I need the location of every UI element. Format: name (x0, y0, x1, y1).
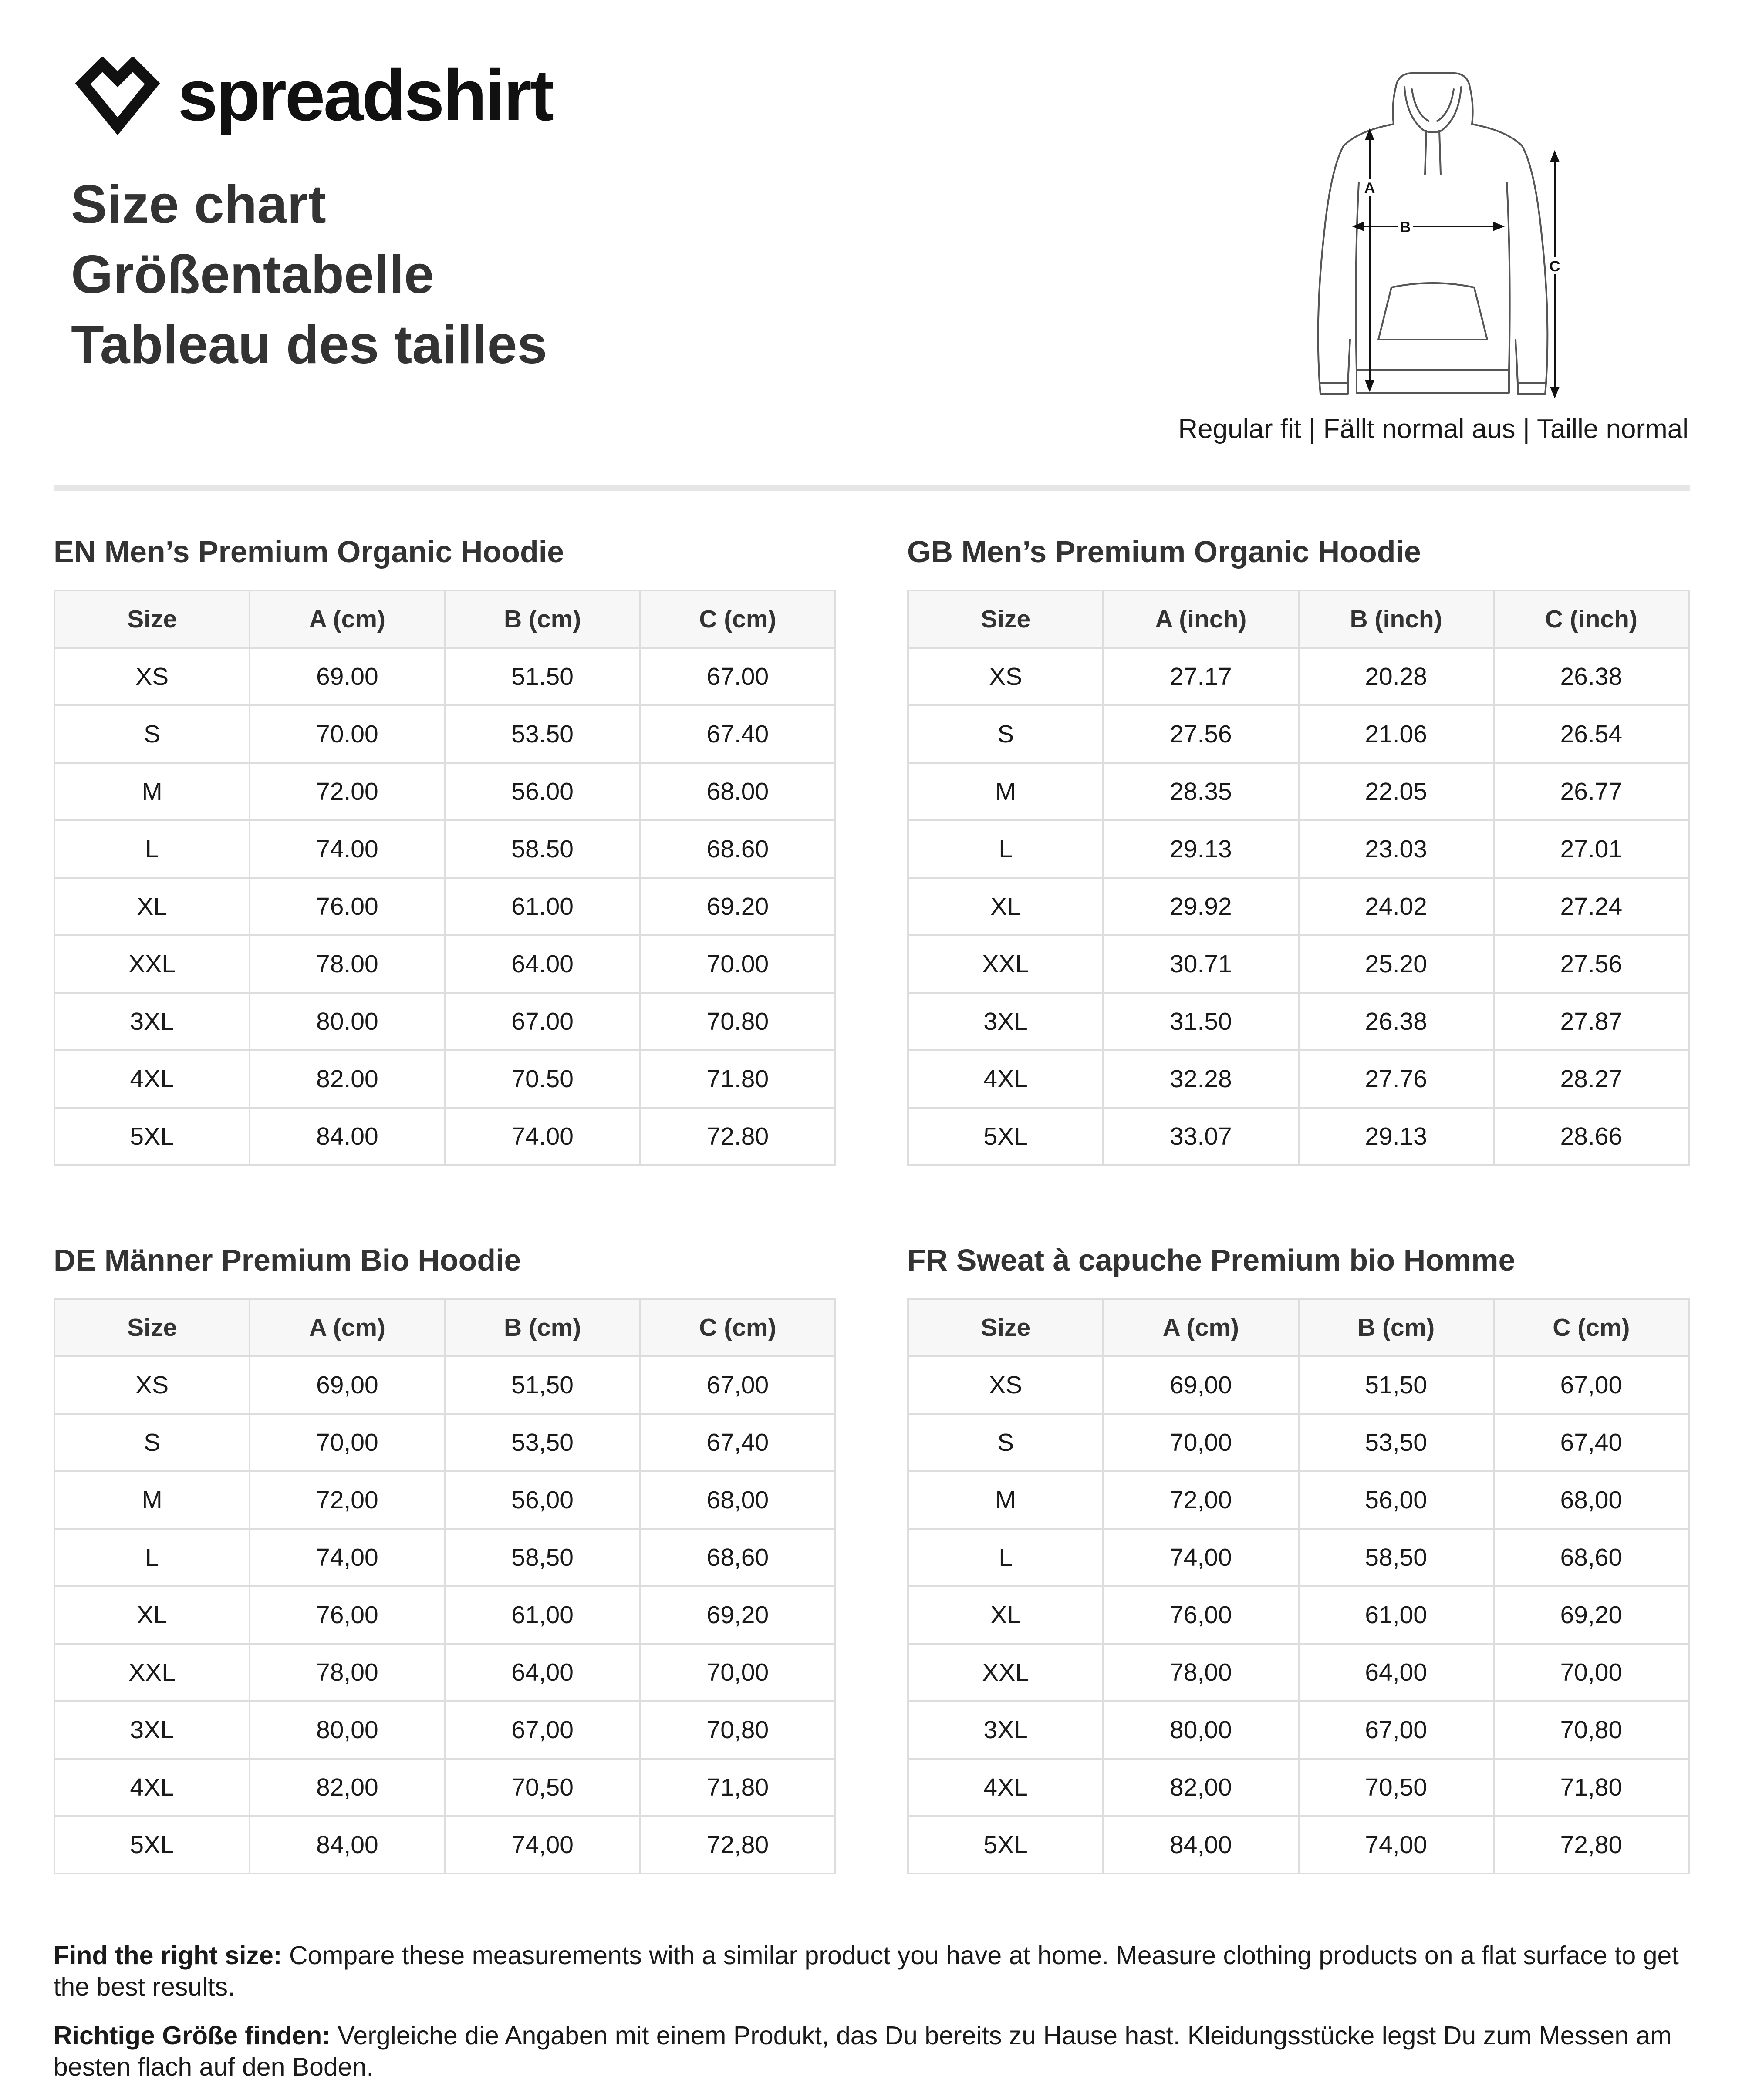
table-row (908, 1759, 1689, 1816)
table-row (908, 1816, 1689, 1874)
size-cell: S (908, 1414, 1103, 1471)
measurement-cell: 84,00 (250, 1816, 445, 1874)
measurement-cell: 68.60 (640, 820, 835, 878)
column-header: B (inch) (1299, 590, 1494, 648)
column-header: A (cm) (250, 590, 445, 648)
measurement-cell: 68,00 (640, 1471, 835, 1529)
header-divider (54, 485, 1690, 491)
measurement-cell: 70.80 (640, 993, 835, 1050)
measurement-cell: 82,00 (250, 1759, 445, 1816)
table-row (908, 1414, 1689, 1471)
column-header: B (cm) (1299, 1299, 1494, 1356)
size-cell: 4XL (54, 1050, 250, 1108)
measurement-cell: 74.00 (250, 820, 445, 878)
measurement-cell: 72,00 (1103, 1471, 1298, 1529)
measurement-cell: 67,00 (640, 1356, 835, 1414)
measurement-cell: 23.03 (1299, 820, 1494, 878)
measurement-cell: 76,00 (1103, 1586, 1298, 1644)
table-row (54, 1108, 835, 1165)
table-row (908, 878, 1689, 935)
title-en: Size chart (71, 175, 326, 235)
size-cell: 3XL (54, 1701, 250, 1759)
measurement-cell: 68.00 (640, 763, 835, 820)
table-row (908, 1050, 1689, 1108)
measurement-cell: 28.66 (1494, 1108, 1689, 1165)
measurement-cell: 24.02 (1299, 878, 1494, 935)
size-cell: L (54, 1529, 250, 1586)
measurement-cell: 84,00 (1103, 1816, 1298, 1874)
measurement-cell: 69.00 (250, 648, 445, 705)
column-header: Size (908, 1299, 1103, 1356)
column-header: C (cm) (640, 1299, 835, 1356)
table-row (54, 1414, 835, 1471)
measurement-cell: 70,00 (250, 1414, 445, 1471)
column-header: Size (54, 590, 250, 648)
measurement-cell: 51,50 (445, 1356, 640, 1414)
size-cell: XS (54, 1356, 250, 1414)
measurement-cell: 76.00 (250, 878, 445, 935)
size-cell: 4XL (908, 1759, 1103, 1816)
measurement-cell: 82,00 (1103, 1759, 1298, 1816)
measurement-cell: 70.50 (445, 1050, 640, 1108)
measurement-cell: 29.13 (1299, 1108, 1494, 1165)
measurement-cell: 33.07 (1103, 1108, 1298, 1165)
measurement-cell: 70,80 (640, 1701, 835, 1759)
section-title: DE Männer Premium Bio Hoodie (54, 1243, 521, 1277)
measurement-cell: 27.01 (1494, 820, 1689, 878)
footer-note-de (54, 2020, 1690, 2083)
diagram-label-b: B (1400, 219, 1411, 236)
measurement-cell: 71,80 (1494, 1759, 1689, 1816)
size-cell: XL (54, 878, 250, 935)
size-table-section-de (54, 1238, 836, 1859)
table-row (54, 1701, 835, 1759)
fit-note: Regular fit | Fällt normal aus | Taille normal (1178, 414, 1688, 444)
table-row (908, 1356, 1689, 1414)
measurement-cell: 82.00 (250, 1050, 445, 1108)
table-row (54, 705, 835, 763)
size-cell: XL (54, 1586, 250, 1644)
measurement-cell: 28.35 (1103, 763, 1298, 820)
table-row (54, 993, 835, 1050)
size-cell: XXL (908, 935, 1103, 993)
table-row (54, 1759, 835, 1816)
section-title: EN Men’s Premium Organic Hoodie (54, 535, 564, 569)
size-cell: XXL (54, 935, 250, 993)
measurement-cell: 30.71 (1103, 935, 1298, 993)
section-title: FR Sweat à capuche Premium bio Homme (907, 1243, 1516, 1277)
size-cell: M (908, 1471, 1103, 1529)
size-cell: XS (908, 648, 1103, 705)
measurement-cell: 69.20 (640, 878, 835, 935)
measurement-cell: 70,80 (1494, 1701, 1689, 1759)
table-row (54, 1529, 835, 1586)
size-cell: M (54, 763, 250, 820)
measurement-cell: 56,00 (1299, 1471, 1494, 1529)
table-row (908, 1644, 1689, 1701)
measurement-cell: 53,50 (445, 1414, 640, 1471)
size-table (907, 590, 1690, 1166)
measurement-cell: 71.80 (640, 1050, 835, 1108)
title-fr: Tableau des tailles (71, 315, 547, 375)
measurement-cell: 69,20 (1494, 1586, 1689, 1644)
measurement-cell: 26.77 (1494, 763, 1689, 820)
measurement-cell: 61.00 (445, 878, 640, 935)
size-table-section-en (54, 530, 836, 1150)
size-cell: L (908, 820, 1103, 878)
measurement-cell: 67,40 (640, 1414, 835, 1471)
size-cell: 5XL (54, 1108, 250, 1165)
measurement-cell: 67.00 (640, 648, 835, 705)
column-header: C (cm) (640, 590, 835, 648)
measurement-cell: 67,00 (1299, 1701, 1494, 1759)
table-row (908, 935, 1689, 993)
measurement-cell: 67,00 (445, 1701, 640, 1759)
measurement-cell: 58,50 (1299, 1529, 1494, 1586)
measurement-cell: 74,00 (1103, 1529, 1298, 1586)
table-row (54, 1471, 835, 1529)
table-header-row (54, 590, 835, 648)
table-row (908, 820, 1689, 878)
brand-name: spreadshirt (178, 55, 553, 136)
table-row (908, 1471, 1689, 1529)
table-row (908, 763, 1689, 820)
measurement-cell: 80,00 (1103, 1701, 1298, 1759)
table-row (54, 1356, 835, 1414)
table-row (908, 1529, 1689, 1586)
table-header-row (54, 1299, 835, 1356)
measurement-cell: 20.28 (1299, 648, 1494, 705)
measurement-cell: 53,50 (1299, 1414, 1494, 1471)
measurement-cell: 69,20 (640, 1586, 835, 1644)
table-row (54, 935, 835, 993)
table-row (54, 878, 835, 935)
size-cell: L (908, 1529, 1103, 1586)
footer-text: Vergleiche die Angaben mit einem Produkt, das Du bereits zu Hause hast. Kleidungsstücke legst Du zum Messen am besten flach auf den Boden. (54, 2021, 1672, 2081)
measurement-cell: 58,50 (445, 1529, 640, 1586)
size-cell: XXL (908, 1644, 1103, 1701)
measurement-cell: 68,60 (640, 1529, 835, 1586)
size-cell: M (54, 1471, 250, 1529)
size-cell: XS (54, 648, 250, 705)
size-cell: 3XL (908, 993, 1103, 1050)
size-cell: XL (908, 878, 1103, 935)
column-header: A (inch) (1103, 590, 1298, 648)
size-cell: XL (908, 1586, 1103, 1644)
measurement-cell: 74,00 (250, 1529, 445, 1586)
measurement-cell: 53.50 (445, 705, 640, 763)
size-cell: XS (908, 1356, 1103, 1414)
measurement-cell: 72,00 (250, 1471, 445, 1529)
measurement-cell: 72,80 (1494, 1816, 1689, 1874)
measurement-cell: 27.17 (1103, 648, 1298, 705)
measurement-cell: 64,00 (1299, 1644, 1494, 1701)
size-cell: L (54, 820, 250, 878)
measurement-cell: 67,00 (1494, 1356, 1689, 1414)
section-title: GB Men’s Premium Organic Hoodie (907, 535, 1421, 569)
measurement-cell: 27.24 (1494, 878, 1689, 935)
measurement-cell: 70.00 (250, 705, 445, 763)
measurement-cell: 25.20 (1299, 935, 1494, 993)
column-header: B (cm) (445, 590, 640, 648)
measurement-cell: 61,00 (1299, 1586, 1494, 1644)
measurement-cell: 29.13 (1103, 820, 1298, 878)
measurement-cell: 69,00 (1103, 1356, 1298, 1414)
size-table-section-gb (907, 530, 1690, 1150)
size-cell: 3XL (54, 993, 250, 1050)
size-cell: M (908, 763, 1103, 820)
measurement-cell: 70.00 (640, 935, 835, 993)
size-cell: S (54, 705, 250, 763)
measurement-cell: 58.50 (445, 820, 640, 878)
size-cell: S (54, 1414, 250, 1471)
heart-logo-icon (70, 57, 165, 135)
measurement-cell: 74,00 (1299, 1816, 1494, 1874)
table-row (54, 820, 835, 878)
size-table (907, 1298, 1690, 1874)
measurement-cell: 56.00 (445, 763, 640, 820)
measurement-cell: 21.06 (1299, 705, 1494, 763)
footer-text: Compare these measurements with a similar product you have at home. Measure clothing products on a flat surface to get the best results. (54, 1941, 1679, 2001)
measurement-cell: 56,00 (445, 1471, 640, 1529)
size-cell: 5XL (908, 1108, 1103, 1165)
size-cell: XXL (54, 1644, 250, 1701)
measurement-cell: 76,00 (250, 1586, 445, 1644)
measurement-cell: 78,00 (250, 1644, 445, 1701)
table-row (54, 648, 835, 705)
measurement-cell: 74,00 (445, 1816, 640, 1874)
measurement-cell: 72.80 (640, 1108, 835, 1165)
table-row (908, 1108, 1689, 1165)
measurement-cell: 64.00 (445, 935, 640, 993)
table-row (908, 993, 1689, 1050)
measurement-cell: 72,80 (640, 1816, 835, 1874)
measurement-cell: 70,00 (1494, 1644, 1689, 1701)
measurement-cell: 68,00 (1494, 1471, 1689, 1529)
column-header: C (inch) (1494, 590, 1689, 648)
measurement-cell: 80.00 (250, 993, 445, 1050)
measurement-cell: 26.38 (1494, 648, 1689, 705)
measurement-cell: 51.50 (445, 648, 640, 705)
size-table (54, 1298, 836, 1874)
column-header: Size (54, 1299, 250, 1356)
size-cell: S (908, 705, 1103, 763)
measurement-cell: 26.38 (1299, 993, 1494, 1050)
column-header: Size (908, 590, 1103, 648)
size-cell: 5XL (908, 1816, 1103, 1874)
measurement-cell: 27.56 (1494, 935, 1689, 993)
footer-label: Richtige Größe finden: (54, 2021, 331, 2050)
size-cell: 4XL (54, 1759, 250, 1816)
measurement-cell: 27.56 (1103, 705, 1298, 763)
measurement-cell: 28.27 (1494, 1050, 1689, 1108)
title-de: Größentabelle (71, 245, 434, 305)
measurement-cell: 67,40 (1494, 1414, 1689, 1471)
measurement-cell: 74.00 (445, 1108, 640, 1165)
measurement-cell: 78.00 (250, 935, 445, 993)
measurement-cell: 84.00 (250, 1108, 445, 1165)
size-cell: 3XL (908, 1701, 1103, 1759)
measurement-cell: 51,50 (1299, 1356, 1494, 1414)
measurement-cell: 27.87 (1494, 993, 1689, 1050)
measurement-cell: 70,00 (640, 1644, 835, 1701)
table-row (54, 1644, 835, 1701)
footer-notes (54, 1940, 1690, 2100)
diagram-label-c: C (1549, 258, 1560, 275)
measurement-cell: 27.76 (1299, 1050, 1494, 1108)
measurement-cell: 22.05 (1299, 763, 1494, 820)
measurement-cell: 64,00 (445, 1644, 640, 1701)
page-titles (71, 170, 547, 380)
measurement-cell: 31.50 (1103, 993, 1298, 1050)
size-table (54, 590, 836, 1166)
table-header-row (908, 590, 1689, 648)
column-header: A (cm) (1103, 1299, 1298, 1356)
measurement-cell: 32.28 (1103, 1050, 1298, 1108)
brand-logo (70, 57, 552, 135)
measurement-cell: 80,00 (250, 1701, 445, 1759)
measurement-cell: 69,00 (250, 1356, 445, 1414)
measurement-cell: 70,50 (445, 1759, 640, 1816)
measurement-cell: 61,00 (445, 1586, 640, 1644)
diagram-label-a: A (1364, 180, 1375, 196)
measurement-cell: 78,00 (1103, 1644, 1298, 1701)
size-cell: 4XL (908, 1050, 1103, 1108)
measurement-cell: 70,00 (1103, 1414, 1298, 1471)
measurement-cell: 67.00 (445, 993, 640, 1050)
table-row (54, 1586, 835, 1644)
table-header-row (908, 1299, 1689, 1356)
footer-note-en (54, 1940, 1690, 2002)
measurement-cell: 72.00 (250, 763, 445, 820)
size-table-section-fr (907, 1238, 1690, 1859)
measurement-cell: 71,80 (640, 1759, 835, 1816)
measurement-cell: 68,60 (1494, 1529, 1689, 1586)
measurement-cell: 29.92 (1103, 878, 1298, 935)
table-row (54, 1816, 835, 1874)
table-row (908, 1586, 1689, 1644)
measurement-cell: 70,50 (1299, 1759, 1494, 1816)
table-row (908, 1701, 1689, 1759)
table-row (54, 763, 835, 820)
column-header: C (cm) (1494, 1299, 1689, 1356)
table-row (908, 705, 1689, 763)
footer-label: Find the right size: (54, 1941, 282, 1970)
measurement-cell: 26.54 (1494, 705, 1689, 763)
hoodie-measurement-diagram (1298, 70, 1568, 401)
column-header: A (cm) (250, 1299, 445, 1356)
table-row (908, 648, 1689, 705)
table-row (54, 1050, 835, 1108)
measurement-cell: 67.40 (640, 705, 835, 763)
column-header: B (cm) (445, 1299, 640, 1356)
size-cell: 5XL (54, 1816, 250, 1874)
